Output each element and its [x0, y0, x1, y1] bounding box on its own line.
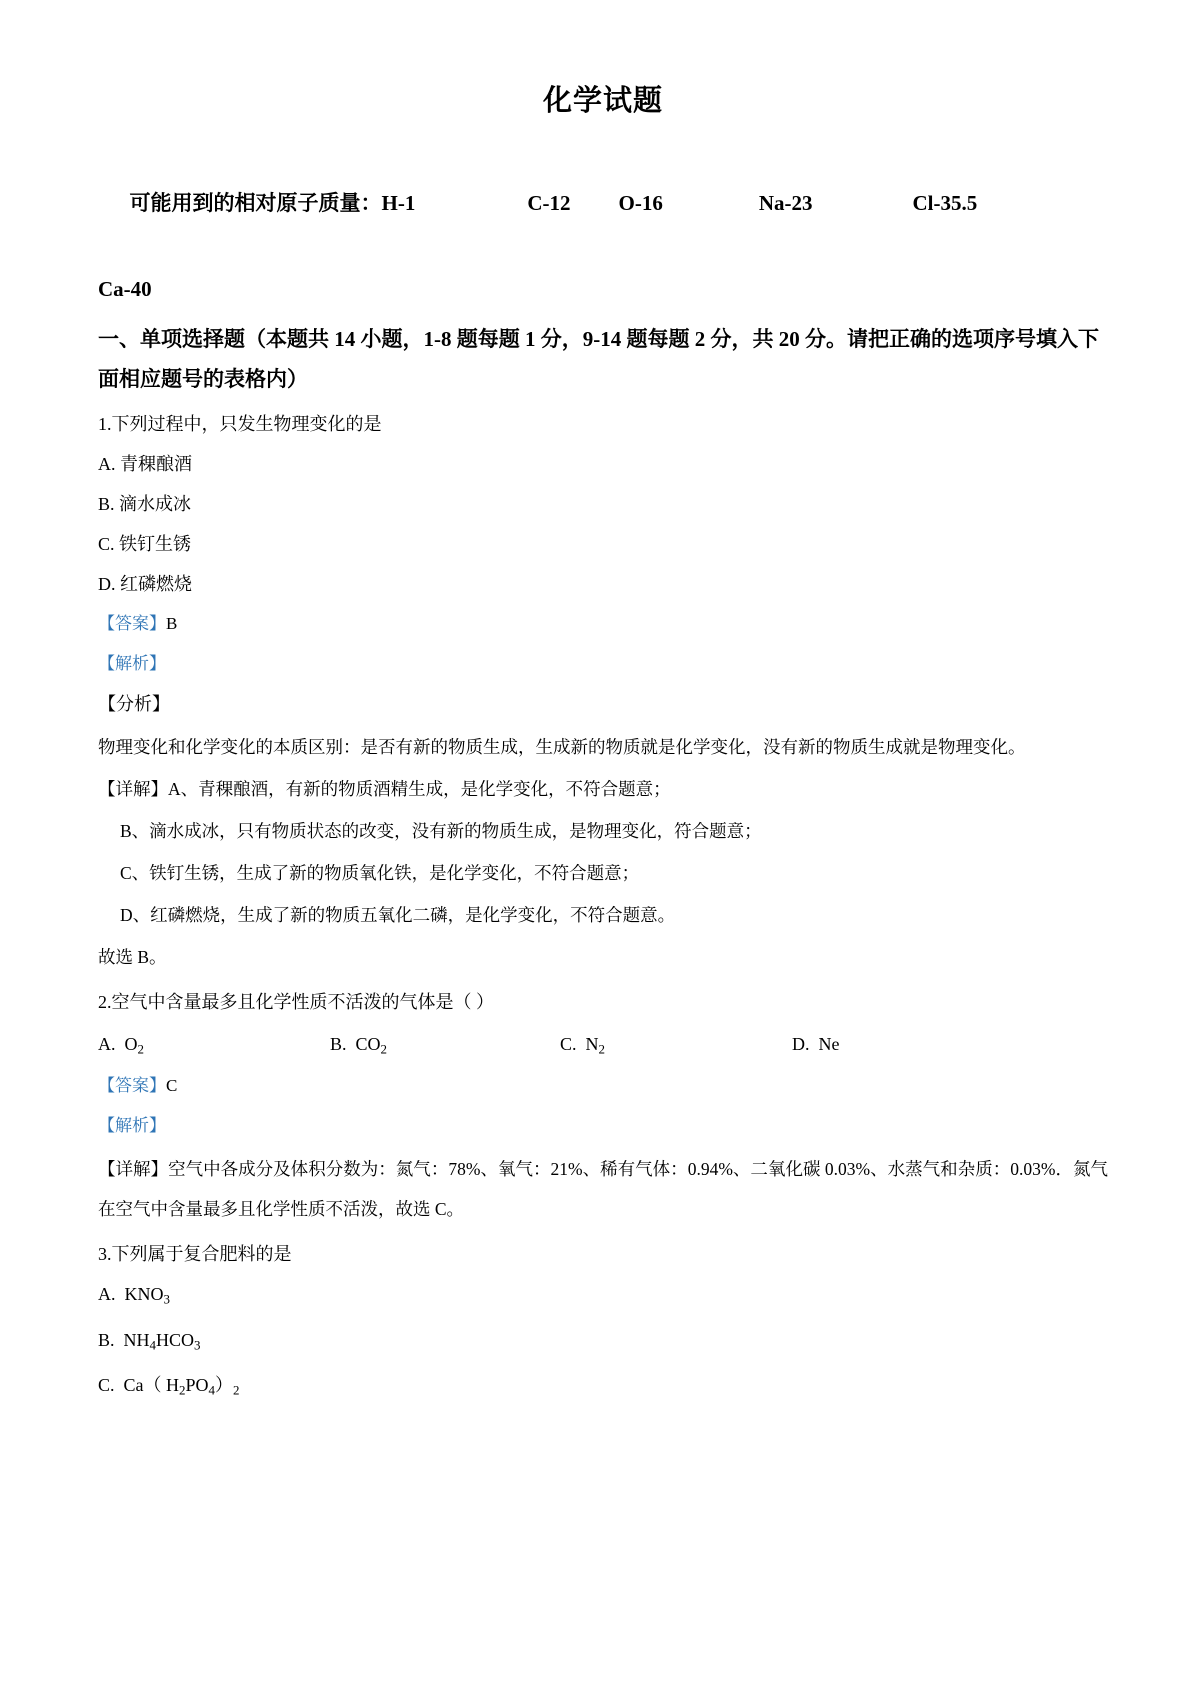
document-body	[98, 78, 1108, 1414]
question-1-answer-value: B	[166, 614, 178, 633]
question-1-analysis-label: 【分析】	[98, 694, 170, 714]
answer-label: 【答案】	[98, 614, 166, 633]
question-2-answer-row	[98, 1069, 1108, 1103]
question-1-option-b: B. 滴水成冰	[98, 494, 192, 514]
atomic-mass-o: O-16	[618, 191, 663, 215]
question-1-option-d: D. 红磷燃烧	[98, 574, 192, 594]
question-3-stem: 3.下列属于复合肥料的是	[98, 1244, 292, 1264]
question-2-option-c: C. $N_2$	[560, 1034, 605, 1057]
question-1-stem: 1.下列过程中，只发生物理变化的是	[98, 414, 382, 434]
question-1-detail-d: D、红磷燃烧，生成了新的物质五氧化二磷，是化学变化，不符合题意。	[120, 905, 676, 925]
question-3-option-a: A. $KNO_3$	[98, 1284, 170, 1307]
question-2-detail: 【详解】空气中各成分及体积分数为：氮气：78%、氧气：21%、稀有气体：0.94%、二氧化碳 0.03%、水蒸气和杂质：0.03%．氮气在空气中含量最多且化学性质不活泼，故选 C。	[98, 1159, 1108, 1219]
question-3-option-b: B. $NH_4HCO_3$	[98, 1329, 201, 1353]
question-1-conclusion: 故选 B。	[98, 947, 167, 967]
question-2-explain-label: 【解析】	[98, 1116, 166, 1135]
question-1-analysis-text: 物理变化和化学变化的本质区别：是否有新的物质生成，生成新的物质就是化学变化，没有新的物质生成就是物理变化。	[98, 737, 1026, 757]
atomic-mass-na: Na-23	[758, 191, 813, 215]
question-2-option-a: A. $O_2$	[98, 1034, 144, 1057]
atomic-mass-cl: Cl-35.5	[912, 191, 978, 215]
atomic-mass-continued: Ca-40	[98, 277, 152, 301]
atomic-mass-c: C-12	[527, 191, 571, 215]
question-1-option-a: A. 青稞酿酒	[98, 454, 192, 474]
question-1-detail-b: B、滴水成冰，只有物质状态的改变，没有新的物质生成，是物理变化，符合题意；	[120, 821, 762, 841]
question-1-detail-a: 【详解】A、青稞酿酒，有新的物质酒精生成，是化学变化，不符合题意；	[98, 779, 671, 799]
section-heading: 一、单项选择题（本题共 14 小题，1-8 题每题 1 分，9-14 题每题 2 分，共 20 分。请把正确的选项序号填入下面相应题号的表格内）	[98, 327, 1099, 391]
question-3-option-c: C. Ca（ $H_2PO_4)_2$	[98, 1375, 240, 1398]
atomic-mass-line	[98, 143, 1108, 263]
question-1-detail-c: C、铁钉生锈，生成了新的物质氧化铁，是化学变化，不符合题意；	[120, 863, 640, 883]
page-title: 化学试题	[542, 85, 663, 117]
question-2-options-row	[98, 1027, 1108, 1061]
question-1-explain-label: 【解析】	[98, 654, 166, 673]
atomic-mass-h: H-1	[381, 191, 416, 215]
question-2-option-b: B. $CO_2$	[330, 1034, 388, 1057]
question-1-option-c: C. 铁钉生锈	[98, 534, 192, 554]
question-1-answer-row	[98, 607, 1108, 641]
question-2-answer-value: C	[166, 1076, 178, 1095]
answer-label: 【答案】	[98, 1076, 166, 1095]
question-2-stem: 2.空气中含量最多且化学性质不活泼的气体是（ ）	[98, 992, 494, 1012]
question-2-option-d: D. Ne	[792, 1034, 840, 1054]
atomic-mass-label: 可能用到的相对原子质量：	[129, 191, 382, 215]
